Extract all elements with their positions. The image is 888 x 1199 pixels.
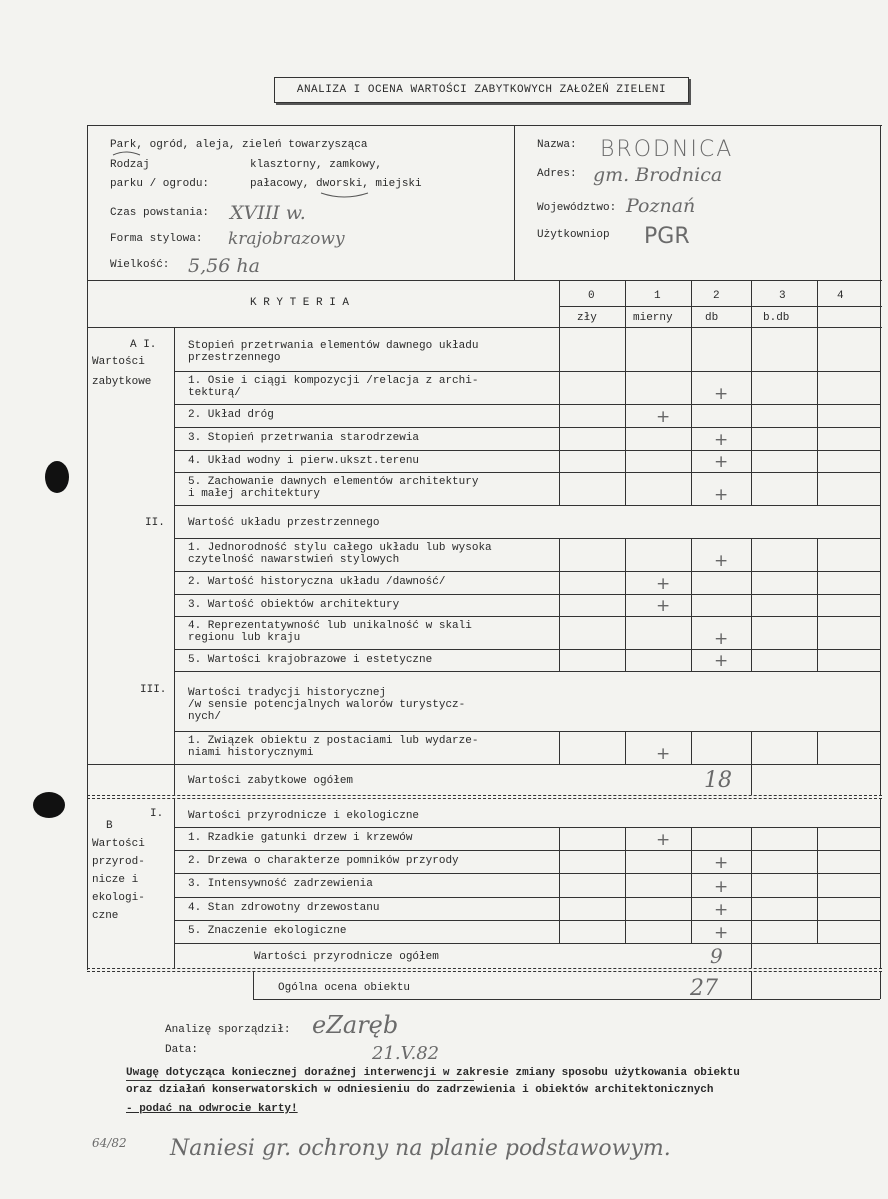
a-score-mark: + <box>714 485 729 505</box>
address-label: Adres: <box>537 168 577 180</box>
group-border-left <box>174 505 175 538</box>
a-cell-border <box>625 472 626 505</box>
a-cell-border <box>625 538 626 571</box>
b-cell-border <box>691 897 692 920</box>
overall-label: Ogólna ocena obiektu <box>278 982 411 994</box>
kind-options-2: pałacowy, dworski, miejski <box>250 178 422 190</box>
b-row-top <box>174 897 880 898</box>
b-cell-border <box>691 920 692 943</box>
group-a1-line2: przestrzennego <box>188 352 281 364</box>
b-cell-border <box>817 897 818 920</box>
a-cell-border <box>817 594 818 616</box>
punch-hole-lower <box>33 792 65 818</box>
a-cell-border <box>691 427 692 450</box>
kind-label-2: parku / ogrodu: <box>110 178 210 190</box>
a-score-mark: + <box>714 430 729 450</box>
a-row-left <box>174 404 175 427</box>
a-score-mark: + <box>656 407 671 427</box>
a-cell-border <box>751 594 752 616</box>
group-a3-line3: nych/ <box>188 711 222 723</box>
frame-top <box>87 125 882 126</box>
a-row-top <box>174 594 880 595</box>
frame-right <box>880 125 881 280</box>
header-col-border <box>691 280 692 371</box>
header-bottom <box>87 280 882 281</box>
a-criterion-label: 5. Zachowanie dawnych elementów architektury <box>188 476 479 488</box>
b-cell-border <box>880 827 881 850</box>
b-cell-border <box>691 873 692 897</box>
a-criterion-label: 2. Wartość historyczna układu /dawność/ <box>188 576 446 588</box>
overall-box-left <box>253 971 254 999</box>
a-score-mark: + <box>714 651 729 671</box>
group-border-left <box>174 327 175 371</box>
group-separator <box>174 538 880 539</box>
a-cell-border <box>751 427 752 450</box>
score-col-1-num: 1 <box>654 290 661 302</box>
b-cell-border <box>817 850 818 873</box>
overall-box-right <box>880 971 881 999</box>
name-label: Nazwa: <box>537 139 577 151</box>
section-split-4 <box>87 971 882 972</box>
b-row-top <box>174 920 880 921</box>
name-value: BRODNICA <box>600 137 734 162</box>
style-value: krajobrazowy <box>228 229 345 249</box>
section-a-divider <box>87 764 174 765</box>
section-b-line6: czne <box>92 910 119 922</box>
a-cell-border <box>625 450 626 472</box>
a-row-top <box>174 649 880 650</box>
a-cell-border <box>559 371 560 404</box>
a-row-top <box>174 731 880 732</box>
a-cell-border <box>880 404 881 427</box>
size-value: 5,56 ha <box>188 255 260 277</box>
a-cell-border <box>817 571 818 594</box>
header-col-border <box>817 280 818 371</box>
a-row-top <box>174 404 880 405</box>
a-row-left <box>174 616 175 649</box>
voivodeship-value: Poznań <box>626 195 696 217</box>
a-cell-border <box>691 538 692 571</box>
group-separator <box>174 764 880 765</box>
a-cell-border <box>691 616 692 649</box>
kind-options-1: klasztorny, zamkowy, <box>250 159 383 171</box>
section-b-line2: Wartości <box>92 838 145 850</box>
b-score-mark: + <box>714 853 729 873</box>
note-line-3: - podać na odwrocie karty! <box>126 1103 298 1115</box>
a-row-top <box>174 450 880 451</box>
b-cell-border <box>751 920 752 943</box>
a-criterion-label-cont: i małej architektury <box>188 488 321 500</box>
a-cell-border <box>691 371 692 404</box>
a-cell-border <box>559 649 560 671</box>
b-cell-border <box>625 850 626 873</box>
a-criterion-label: 3. Wartość obiektów architektury <box>188 599 400 611</box>
score-header-mid <box>559 306 882 307</box>
a-cell-border <box>559 571 560 594</box>
a-cell-border <box>817 371 818 404</box>
frame-left <box>87 125 88 970</box>
overall-col <box>751 971 752 999</box>
a-cell-border <box>817 649 818 671</box>
park-underline <box>112 150 142 158</box>
a-score-mark: + <box>656 744 671 764</box>
a-cell-border <box>817 616 818 649</box>
a-cell-border <box>559 404 560 427</box>
b-cell-border <box>559 897 560 920</box>
score-col-2-label: db <box>705 312 719 324</box>
a-cell-border <box>751 731 752 764</box>
b-row-left <box>174 897 175 920</box>
date-value: 21.V.82 <box>372 1043 440 1064</box>
group-separator <box>174 671 880 672</box>
a-cell-border <box>625 404 626 427</box>
a-cell-border <box>880 731 881 764</box>
a-cell-border <box>559 731 560 764</box>
note-underline <box>126 1080 474 1081</box>
b-row-left <box>174 873 175 897</box>
b-criterion-label: 4. Stan zdrowotny drzewostanu <box>188 902 380 914</box>
a-cell-border <box>559 594 560 616</box>
section-b-line3: przyrod- <box>92 856 145 868</box>
group-a2-line1: Wartość układu przestrzennego <box>188 517 380 529</box>
a-cell-border <box>817 538 818 571</box>
group-a3-line1: Wartości tradycji historycznej <box>188 687 387 699</box>
a-row-top <box>174 616 880 617</box>
a-cell-border <box>691 404 692 427</box>
prepared-signature: eZaręb <box>312 1011 399 1039</box>
b-cell-border <box>880 920 881 943</box>
a-cell-border <box>751 571 752 594</box>
group-border-right <box>880 764 881 795</box>
group-b1-label: Wartości przyrodnicze i ekologiczne <box>188 810 420 822</box>
a-score-mark: + <box>714 384 729 404</box>
a-cell-border <box>625 649 626 671</box>
b-cell-border <box>559 827 560 850</box>
a-row-left <box>174 472 175 505</box>
total-a-value: 18 <box>704 768 732 793</box>
criteria-header-bottom <box>87 327 882 328</box>
group-border-right <box>880 505 881 538</box>
section-split-1 <box>87 795 882 796</box>
group-b-border-right <box>880 943 881 968</box>
b-cell-border <box>751 897 752 920</box>
a-score-mark: + <box>656 596 671 616</box>
a-row-left <box>174 731 175 764</box>
group-b-border-left <box>174 943 175 968</box>
a-cell-border <box>880 538 881 571</box>
a-cell-border <box>817 427 818 450</box>
a-row-top <box>174 427 880 428</box>
b-cell-border <box>625 920 626 943</box>
score-col-0-label: zły <box>577 312 597 324</box>
a-cell-border <box>559 450 560 472</box>
group-a3-line2: /w sensie potencjalnych walorów turystycz- <box>188 699 466 711</box>
score-col-2-num: 2 <box>713 290 720 302</box>
b-cell-border <box>691 827 692 850</box>
punch-hole-upper <box>45 461 69 493</box>
a-cell-border <box>559 538 560 571</box>
score-col-3-label: b.db <box>763 312 790 324</box>
a-cell-border <box>880 450 881 472</box>
a-cell-border <box>817 731 818 764</box>
b-cell-border <box>625 873 626 897</box>
a-cell-border <box>625 427 626 450</box>
a-cell-border <box>751 649 752 671</box>
size-label: Wielkość: <box>110 259 170 271</box>
a-cell-border <box>691 594 692 616</box>
b-score-mark: + <box>714 923 729 943</box>
b-row-left <box>174 827 175 850</box>
b-cell-border <box>625 897 626 920</box>
b-criterion-label: 1. Rzadkie gatunki drzew i krzewów <box>188 832 413 844</box>
a-row-top <box>174 571 880 572</box>
date-label: Data: <box>165 1044 199 1056</box>
score-col-0-num: 0 <box>588 290 595 302</box>
a-cell-border <box>880 472 881 505</box>
a-row-left <box>174 649 175 671</box>
b-cell-border <box>559 920 560 943</box>
header-col-border <box>751 280 752 371</box>
a-row-left <box>174 538 175 571</box>
a-row-left <box>174 450 175 472</box>
handwritten-note: Naniesi gr. ochrony na planie podstawowym. <box>170 1136 671 1161</box>
b-cell-border <box>559 873 560 897</box>
user-value: PGR <box>644 224 690 249</box>
criteria-header: K R Y T E R I A <box>250 297 350 309</box>
section-a-line1: Wartości <box>92 356 145 368</box>
section-b-line5: ekologi- <box>92 892 145 904</box>
a-score-mark: + <box>656 574 671 594</box>
a-criterion-label-cont: niami historycznymi <box>188 747 314 759</box>
a-cell-border <box>751 404 752 427</box>
b-cell-border <box>880 897 881 920</box>
header-col-border <box>559 280 560 371</box>
a-cell-border <box>691 731 692 764</box>
group-a1-line1: Stopień przetrwania elementów dawnego układu <box>188 340 479 352</box>
a-cell-border <box>625 731 626 764</box>
a-criterion-label: 2. Układ dróg <box>188 409 274 421</box>
b-row-top <box>174 850 880 851</box>
b-cell-border <box>817 873 818 897</box>
prepared-label: Analizę sporządził: <box>165 1024 291 1036</box>
dworski-underline <box>320 191 370 201</box>
group-separator <box>174 505 880 506</box>
a-cell-border <box>559 616 560 649</box>
a-criterion-label: 4. Reprezentatywność lub unikalność w skali <box>188 620 472 632</box>
total-b-col <box>751 943 752 968</box>
b-cell-border <box>817 827 818 850</box>
a-score-mark: + <box>714 629 729 649</box>
a-score-mark: + <box>714 452 729 472</box>
note-line-1: Uwagę dotycząca koniecznej doraźnej interwencji w zakresie zmiany sposobu użytkowania obiektu <box>126 1067 740 1079</box>
section-b-line4: nicze i <box>92 874 139 886</box>
a-cell-border <box>751 371 752 404</box>
user-label: Użytkowniop <box>537 229 610 241</box>
a-cell-border <box>691 571 692 594</box>
b-cell-border <box>817 920 818 943</box>
b-score-mark: + <box>714 900 729 920</box>
ref-number: 64/82 <box>92 1136 127 1150</box>
total-a-col <box>751 764 752 795</box>
a-cell-border <box>625 371 626 404</box>
group-border-left <box>174 764 175 795</box>
a-cell-border <box>751 538 752 571</box>
voivodeship-label: Województwo: <box>537 202 617 214</box>
period-label: Czas powstania: <box>110 207 210 219</box>
overall-value: 27 <box>690 976 718 1001</box>
group-border-left <box>174 671 175 731</box>
a-score-mark: + <box>714 551 729 571</box>
b-row-top <box>174 827 880 828</box>
header-col-border <box>880 280 881 371</box>
total-b-label: Wartości przyrodnicze ogółem <box>254 951 439 963</box>
section-b-line1: B <box>106 820 113 832</box>
b-row-top <box>174 873 880 874</box>
b-cell-border <box>751 827 752 850</box>
total-a-label: Wartości zabytkowe ogółem <box>188 775 354 787</box>
a-criterion-label: 1. Związek obiektu z postaciami lub wydarze- <box>188 735 479 747</box>
a-cell-border <box>691 472 692 505</box>
a-criterion-label: 1. Osie i ciągi kompozycji /relacja z archi- <box>188 375 479 387</box>
a-cell-border <box>751 450 752 472</box>
section-a3-roman: III. <box>140 684 167 696</box>
a-criterion-label-cont: tekturą/ <box>188 387 241 399</box>
a-cell-border <box>880 649 881 671</box>
a-criterion-label-cont: regionu lub kraju <box>188 632 301 644</box>
overall-box-bottom <box>253 999 880 1000</box>
group-b-border-right <box>880 798 881 827</box>
section-a-roman: A I. <box>130 339 157 351</box>
a-row-top <box>174 472 880 473</box>
group-border-right <box>880 671 881 731</box>
address-value: gm. Brodnica <box>593 164 723 186</box>
b-criterion-label: 5. Znaczenie ekologiczne <box>188 925 347 937</box>
score-col-4-num: 4 <box>837 290 844 302</box>
b-score-mark: + <box>714 877 729 897</box>
a-criterion-label: 5. Wartości krajobrazowe i estetyczne <box>188 654 433 666</box>
a-cell-border <box>625 571 626 594</box>
a-cell-border <box>880 594 881 616</box>
a-row-left <box>174 371 175 404</box>
a-cell-border <box>880 616 881 649</box>
header-divider <box>514 125 515 280</box>
section-b-roman: I. <box>150 808 164 820</box>
form-title <box>274 77 689 103</box>
score-col-1-label: mierny <box>633 312 673 324</box>
a-cell-border <box>880 427 881 450</box>
a-cell-border <box>691 450 692 472</box>
section-a-line2: zabytkowe <box>92 376 152 388</box>
a-cell-border <box>817 404 818 427</box>
score-col-3-num: 3 <box>779 290 786 302</box>
a-cell-border <box>559 472 560 505</box>
a-row-left <box>174 571 175 594</box>
b-row-bottom <box>174 943 880 944</box>
b-criterion-label: 3. Intensywność zadrzewienia <box>188 878 373 890</box>
b-criterion-label: 2. Drzewa o charakterze pomników przyrody <box>188 855 459 867</box>
a-cell-border <box>625 616 626 649</box>
b-cell-border <box>691 850 692 873</box>
b-cell-border <box>559 850 560 873</box>
b-cell-border <box>880 850 881 873</box>
b-row-left <box>174 920 175 943</box>
a-row-top <box>174 371 880 372</box>
a-cell-border <box>817 450 818 472</box>
park-type-line: Park, ogród, aleja, zieleń towarzysząca <box>110 139 368 151</box>
kind-label-1: Rodzaj <box>110 159 150 171</box>
section-split-2 <box>87 798 882 799</box>
b-cell-border <box>751 873 752 897</box>
a-cell-border <box>625 594 626 616</box>
b-cell-border <box>880 873 881 897</box>
total-b-value: 9 <box>710 944 723 968</box>
a-criterion-label-cont: czytelność nawarstwień stylowych <box>188 554 400 566</box>
a-cell-border <box>880 371 881 404</box>
b-row-left <box>174 850 175 873</box>
a-cell-border <box>559 427 560 450</box>
group-b-border-left <box>174 798 175 827</box>
style-label: Forma stylowa: <box>110 233 203 245</box>
a-criterion-label: 3. Stopień przetrwania starodrzewia <box>188 432 420 444</box>
a-criterion-label: 4. Układ wodny i pierw.ukszt.terenu <box>188 455 420 467</box>
b-cell-border <box>625 827 626 850</box>
a-row-left <box>174 594 175 616</box>
a-cell-border <box>691 649 692 671</box>
a-cell-border <box>880 571 881 594</box>
a-criterion-label: 1. Jednorodność stylu całego układu lub wysoka <box>188 542 492 554</box>
a-cell-border <box>817 472 818 505</box>
b-cell-border <box>751 850 752 873</box>
a-cell-border <box>751 472 752 505</box>
a-row-left <box>174 427 175 450</box>
section-a2-roman: II. <box>145 517 165 529</box>
header-col-border <box>625 280 626 371</box>
form-title-text: ANALIZA I OCENA WARTOŚCI ZABYTKOWYCH ZAŁOŻEŃ ZIELENI <box>296 84 667 96</box>
period-value: XVIII w. <box>230 202 306 224</box>
b-score-mark: + <box>656 830 671 850</box>
section-split-3 <box>87 968 882 969</box>
a-cell-border <box>751 616 752 649</box>
note-line-2: oraz działań konserwatorskich w odniesieniu do zadrzewienia i obiektów architektonicznych <box>126 1084 714 1096</box>
